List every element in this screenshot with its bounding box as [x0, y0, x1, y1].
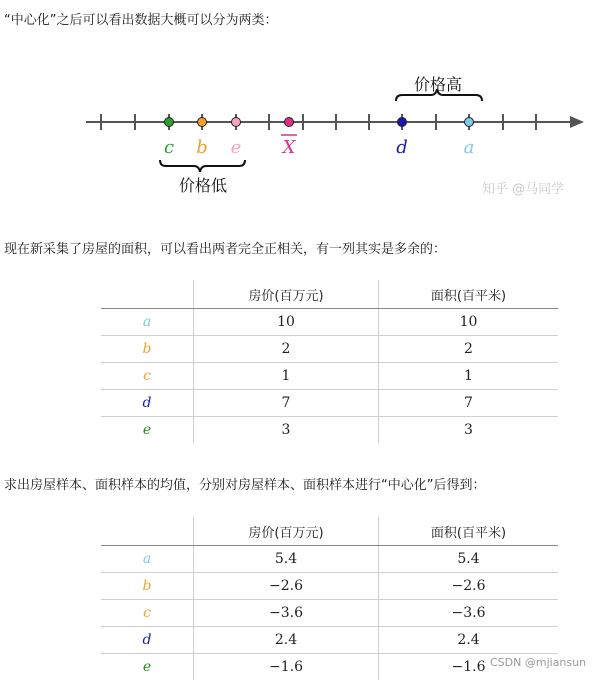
point-mean: [285, 118, 294, 127]
raw-data-table: [101, 280, 558, 443]
table1-intro-paragraph: 现在新采集了房屋的面积，可以看出两者完全正相关，有一列其实是多余的：: [4, 238, 446, 257]
area-cell: 7: [379, 390, 559, 417]
table-row: [101, 573, 558, 600]
area-cell: 2: [379, 336, 559, 363]
point-d: [398, 118, 407, 127]
area-cell: 1: [379, 363, 559, 390]
price-cell: 10: [194, 309, 379, 336]
axis-arrow: [570, 116, 584, 128]
row-label: a: [101, 546, 194, 573]
row-label: d: [101, 627, 194, 654]
table-row: [101, 363, 558, 390]
label-e: e: [231, 137, 242, 158]
row-label: a: [101, 309, 194, 336]
header-area: 面积(百平米): [379, 280, 559, 309]
header-blank: [101, 517, 194, 546]
point-e: [232, 118, 241, 127]
header-price: 房价(百万元): [194, 517, 379, 546]
row-label: d: [101, 390, 194, 417]
table-row: [101, 417, 558, 444]
row-label: c: [101, 600, 194, 627]
area-cell: −2.6: [379, 573, 559, 600]
price-cell: −2.6: [194, 573, 379, 600]
table2-intro-paragraph: 求出房屋样本、面积样本的均值，分别对房屋样本、面积样本进行“中心化”后得到：: [4, 474, 485, 493]
header-blank: [101, 280, 194, 309]
row-label: c: [101, 363, 194, 390]
intro-paragraph: “中心化”之后可以看出数据大概可以分为两类：: [4, 9, 277, 28]
row-label: e: [101, 417, 194, 444]
area-cell: 3: [379, 417, 559, 444]
table-row: [101, 627, 558, 654]
price-cell: 3: [194, 417, 379, 444]
table-row: [101, 546, 558, 573]
point-c: [165, 118, 174, 127]
header-price: 房价(百万元): [194, 280, 379, 309]
row-label: b: [101, 336, 194, 363]
row-label: b: [101, 573, 194, 600]
zhihu-watermark: 知乎 @马同学: [482, 178, 564, 197]
group-low-label: 价格低: [179, 176, 227, 195]
area-cell: 5.4: [379, 546, 559, 573]
table-row: [101, 336, 558, 363]
price-cell: 1: [194, 363, 379, 390]
table-row: [101, 309, 558, 336]
table-row: [101, 390, 558, 417]
group-high-label: 价格高: [414, 75, 462, 94]
point-b: [198, 118, 207, 127]
brace-low: [160, 160, 245, 172]
area-cell: 2.4: [379, 627, 559, 654]
price-cell: 2: [194, 336, 379, 363]
label-b: b: [196, 137, 208, 158]
label-c: c: [164, 137, 174, 158]
area-cell: −1.6: [379, 654, 559, 680]
area-cell: 10: [379, 309, 559, 336]
price-cell: 7: [194, 390, 379, 417]
table-header-row: [101, 280, 558, 309]
label-d: d: [396, 137, 408, 158]
price-cell: 5.4: [194, 546, 379, 573]
table-row: [101, 600, 558, 627]
table-header-row: [101, 517, 558, 546]
price-cell: 2.4: [194, 627, 379, 654]
label-mean: X: [281, 137, 297, 158]
row-label: e: [101, 654, 194, 680]
area-cell: −3.6: [379, 600, 559, 627]
price-cell: −3.6: [194, 600, 379, 627]
point-a: [465, 118, 474, 127]
price-cell: −1.6: [194, 654, 379, 680]
csdn-watermark: CSDN @mjiansun: [490, 656, 586, 669]
label-a: a: [464, 137, 475, 158]
header-area: 面积(百平米): [379, 517, 559, 546]
